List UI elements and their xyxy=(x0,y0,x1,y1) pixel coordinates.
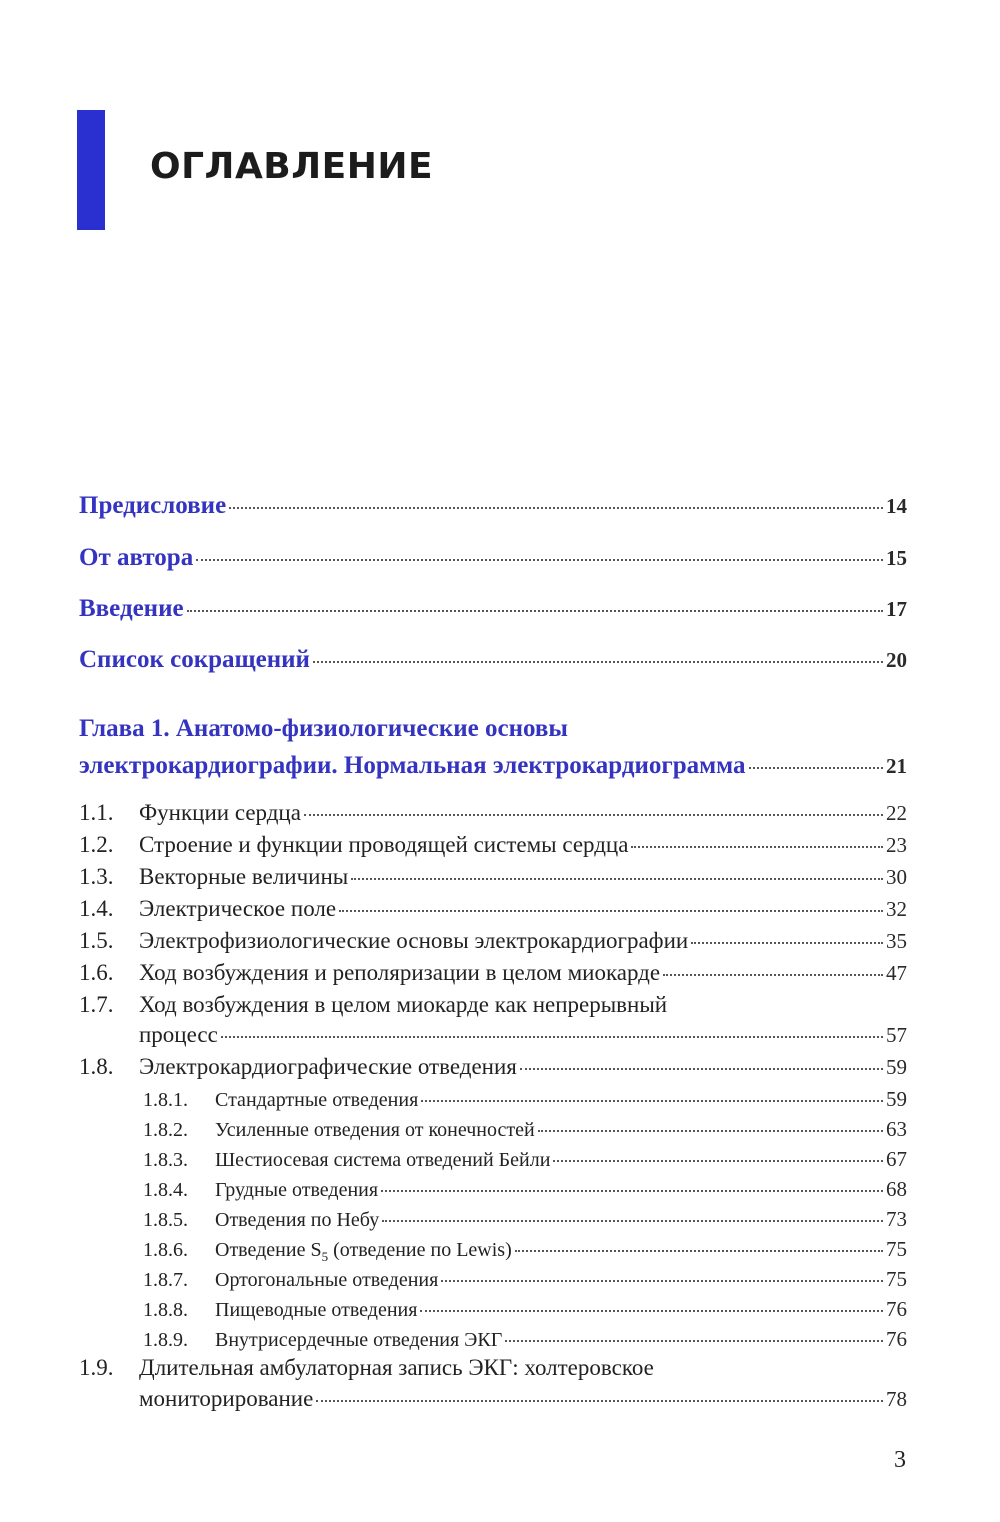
section-number: 1.4. xyxy=(79,896,114,921)
subsection-title: Пищеводные отведения xyxy=(215,1299,418,1321)
dot-leader xyxy=(221,1036,883,1038)
section-page: 30 xyxy=(886,865,907,889)
subsection-title: Грудные отведения xyxy=(215,1179,379,1201)
section-page: 47 xyxy=(886,961,907,985)
dot-leader xyxy=(421,1100,883,1102)
dot-leader xyxy=(351,878,883,880)
section-title: Ход возбуждения в целом миокарде как непрерывный xyxy=(139,992,668,1017)
toc-subsection-1-8-8[interactable] xyxy=(143,1297,907,1322)
section-number: 1.9. xyxy=(79,1355,114,1380)
subsection-page: 63 xyxy=(886,1117,907,1141)
section-page: 78 xyxy=(886,1387,907,1411)
subsection-page: 75 xyxy=(886,1267,907,1291)
heading-accent-bar xyxy=(77,110,105,230)
subsection-page: 73 xyxy=(886,1207,907,1231)
subsection-title xyxy=(215,1239,512,1265)
section-page: 35 xyxy=(886,929,907,953)
toc-entry-title: Список сокращений xyxy=(79,646,310,673)
chapter-1-title-line2[interactable] xyxy=(79,752,907,780)
section-page: 32 xyxy=(886,897,907,921)
subsection-title: Шестиосевая система отведений Бейли xyxy=(215,1149,551,1171)
subsection-number: 1.8.7. xyxy=(143,1269,188,1291)
toc-subsection-1-8-7[interactable] xyxy=(143,1267,907,1292)
toc-subsection-1-8-1[interactable] xyxy=(143,1087,907,1112)
section-title: Ход возбуждения и реполяризации в целом миокарде xyxy=(139,960,661,985)
toc-entry-abbreviations[interactable] xyxy=(79,646,907,674)
subsection-title-subscript: 5 xyxy=(321,1249,329,1264)
toc-subsection-1-8-4[interactable] xyxy=(143,1177,907,1202)
toc-entry-title: Предисловие xyxy=(79,492,227,519)
subsection-number: 1.8.3. xyxy=(143,1149,188,1171)
subsection-number: 1.8.4. xyxy=(143,1179,188,1201)
section-page: 59 xyxy=(886,1055,907,1079)
section-page: 23 xyxy=(886,833,907,857)
toc-section-1-9[interactable] xyxy=(79,1355,907,1381)
section-title: Длительная амбулаторная запись ЭКГ: холтеровское xyxy=(139,1355,654,1380)
section-number: 1.5. xyxy=(79,928,114,953)
toc-subsection-1-8-9[interactable] xyxy=(143,1327,907,1352)
subsection-title: Отведения по Небу xyxy=(215,1209,380,1231)
dot-leader xyxy=(382,1220,883,1222)
subsection-page: 76 xyxy=(886,1297,907,1321)
section-number: 1.6. xyxy=(79,960,114,985)
dot-leader xyxy=(420,1310,883,1312)
toc-entry-page: 20 xyxy=(886,648,907,672)
toc-entry-introduction[interactable] xyxy=(79,595,907,623)
page-title: ОГЛАВЛЕНИЕ xyxy=(150,146,434,187)
section-title: Векторные величины xyxy=(139,864,349,889)
dot-leader xyxy=(339,910,883,912)
section-number: 1.8. xyxy=(79,1054,114,1079)
toc-subsection-1-8-3[interactable] xyxy=(143,1147,907,1172)
toc-section-1-4[interactable] xyxy=(79,896,907,922)
dot-leader xyxy=(553,1160,883,1162)
subsection-page: 59 xyxy=(886,1087,907,1111)
toc-subsection-1-8-2[interactable] xyxy=(143,1117,907,1142)
subsection-page: 76 xyxy=(886,1327,907,1351)
subsection-title: Усиленные отведения от конечностей xyxy=(215,1119,535,1141)
dot-leader xyxy=(505,1340,883,1342)
toc-entry-page: 17 xyxy=(886,597,907,621)
chapter-1-title-line1[interactable]: Глава 1. Анатомо-физиологические основы xyxy=(79,715,568,742)
dot-leader xyxy=(313,661,883,663)
toc-section-1-6[interactable] xyxy=(79,960,907,986)
toc-section-1-3[interactable] xyxy=(79,864,907,890)
section-title: Функции сердца xyxy=(139,800,301,825)
dot-leader xyxy=(441,1280,883,1282)
toc-entry-page: 21 xyxy=(886,754,907,778)
subsection-title: Внутрисердечные отведения ЭКГ xyxy=(215,1329,503,1351)
toc-entry-title: электрокардиографии. Нормальная электрокардиограмма xyxy=(79,752,746,779)
subsection-page: 67 xyxy=(886,1147,907,1171)
toc-section-1-9-continued[interactable] xyxy=(139,1386,907,1412)
dot-leader xyxy=(196,559,883,561)
section-title: Электрическое поле xyxy=(139,896,337,921)
toc-entry-title: От автора xyxy=(79,544,194,571)
dot-leader xyxy=(691,942,883,944)
subsection-number: 1.8.6. xyxy=(143,1239,188,1261)
dot-leader xyxy=(229,507,883,509)
toc-subsection-1-8-5[interactable] xyxy=(143,1207,907,1232)
dot-leader xyxy=(520,1068,883,1070)
dot-leader xyxy=(631,846,883,848)
toc-entry-from-author[interactable] xyxy=(79,544,907,572)
subsection-number: 1.8.2. xyxy=(143,1119,188,1141)
section-number: 1.1. xyxy=(79,800,114,825)
section-title: Электрофизиологические основы электрокардиографии xyxy=(139,928,689,953)
section-number: 1.3. xyxy=(79,864,114,889)
section-number: 1.2. xyxy=(79,832,114,857)
subsection-number: 1.8.9. xyxy=(143,1329,188,1351)
dot-leader xyxy=(316,1400,883,1402)
subsection-number: 1.8.1. xyxy=(143,1089,188,1111)
toc-section-1-2[interactable] xyxy=(79,832,907,858)
toc-section-1-7[interactable] xyxy=(79,992,907,1018)
subsection-number: 1.8.5. xyxy=(143,1209,188,1231)
section-title: Строение и функции проводящей системы сердца xyxy=(139,832,629,857)
subsection-title-pre: Отведение S xyxy=(215,1239,322,1261)
subsection-page: 75 xyxy=(886,1237,907,1261)
dot-leader xyxy=(381,1190,883,1192)
toc-entry-page: 15 xyxy=(886,546,907,570)
page-number: 3 xyxy=(894,1447,906,1473)
section-title: процесс xyxy=(139,1022,218,1047)
section-title: Электрокардиографические отведения xyxy=(139,1054,517,1079)
toc-section-1-1[interactable] xyxy=(79,800,907,826)
dot-leader xyxy=(187,610,883,612)
toc-section-1-5[interactable] xyxy=(79,928,907,954)
toc-subsection-1-8-6[interactable] xyxy=(143,1237,907,1265)
toc-section-1-8[interactable] xyxy=(79,1054,907,1080)
toc-section-1-7-continued[interactable] xyxy=(139,1022,907,1048)
toc-entry-foreword[interactable] xyxy=(79,492,907,520)
dot-leader xyxy=(304,814,883,816)
section-page: 22 xyxy=(886,801,907,825)
section-title: мониторирование xyxy=(139,1386,314,1411)
subsection-title-post: (отведение по Lewis) xyxy=(328,1239,512,1261)
toc-entry-title: Введение xyxy=(79,595,184,622)
subsection-title: Стандартные отведения xyxy=(215,1089,419,1111)
dot-leader xyxy=(515,1250,883,1252)
dot-leader xyxy=(538,1130,883,1132)
dot-leader xyxy=(663,974,883,976)
subsection-title: Ортогональные отведения xyxy=(215,1269,439,1291)
subsection-number: 1.8.8. xyxy=(143,1299,188,1321)
section-number: 1.7. xyxy=(79,992,114,1017)
subsection-page: 68 xyxy=(886,1177,907,1201)
section-page: 57 xyxy=(886,1023,907,1047)
dot-leader xyxy=(749,767,883,769)
toc-entry-page: 14 xyxy=(886,494,907,518)
